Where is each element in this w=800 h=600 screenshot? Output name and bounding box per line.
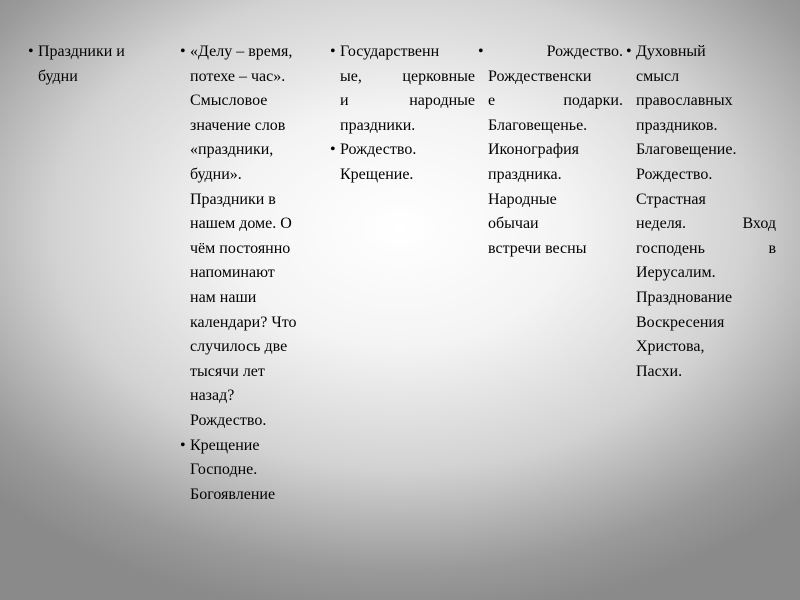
text-line: Рождество. — [190, 411, 267, 429]
word: народные — [409, 92, 475, 110]
text-line: Народные — [488, 190, 557, 208]
list-item — [180, 40, 330, 434]
word: церковные — [402, 67, 475, 85]
bullet: • — [330, 43, 336, 60]
word: Вход — [742, 215, 776, 233]
text-line: Богоявление — [190, 485, 276, 503]
text-line: значение слов — [190, 116, 286, 134]
text-line: Празднование — [636, 288, 733, 306]
justified-line — [340, 89, 475, 114]
list-item — [330, 40, 475, 138]
text-line: Крещение — [190, 436, 260, 454]
text-line: тысячи лет — [190, 362, 265, 380]
text-line: Страстная — [636, 190, 706, 208]
text-line: смысл — [636, 67, 680, 85]
list-item — [478, 40, 623, 261]
text-line: «Делу – время, — [190, 43, 293, 60]
word: подарки. — [563, 92, 623, 110]
list-item — [28, 40, 178, 89]
bullet: • — [180, 43, 186, 60]
word: и — [340, 92, 349, 110]
text-line: чём постоянно — [190, 239, 291, 257]
text-line: будни». — [190, 165, 242, 183]
list-item — [330, 138, 475, 187]
text-line: потехе – час». — [190, 67, 286, 85]
text-line: встречи весны — [488, 239, 587, 257]
text-line: Христова, — [636, 338, 705, 356]
text-line: Праздники в — [190, 190, 276, 208]
text-line: Пасхи. — [636, 362, 683, 380]
text-line: нам наши — [190, 288, 257, 306]
column-1 — [28, 40, 178, 89]
word: господень — [636, 239, 705, 257]
column-4 — [478, 40, 623, 261]
justified-line — [488, 89, 623, 114]
word: неделя. — [636, 215, 687, 233]
list-item — [626, 40, 776, 384]
text-line: православных — [636, 92, 733, 110]
text-line: напоминают — [190, 264, 275, 282]
text-line: случилось две — [190, 338, 288, 356]
column-2 — [180, 40, 330, 507]
word: в — [768, 239, 776, 257]
text-line: будни — [38, 67, 78, 85]
text-line: обычаи — [488, 215, 539, 233]
bullet: • — [626, 43, 632, 60]
text-line: Смысловое — [190, 92, 268, 110]
text-line: Рождество. — [546, 43, 623, 60]
text-line: Иконография — [488, 141, 580, 159]
text-line: Крещение. — [340, 165, 414, 183]
text-line: Благовещенье. — [488, 116, 588, 134]
text-line: Рождество. — [340, 141, 417, 159]
bullet: • — [28, 43, 34, 60]
text-line: Благовещение. — [636, 141, 737, 159]
justified-line — [340, 65, 475, 90]
text-line: Иерусалим. — [636, 264, 716, 282]
text-line: календари? Что — [190, 313, 297, 331]
justified-line — [636, 237, 776, 262]
text-line: Рождество. — [636, 165, 713, 183]
word: ые, — [340, 67, 362, 85]
text-line: «праздники, — [190, 141, 274, 159]
text-line: Праздники и — [38, 43, 125, 60]
text-line: нашем доме. О — [190, 215, 292, 233]
word: е — [488, 92, 496, 110]
text-line: Господне. — [190, 461, 258, 479]
list-item — [180, 434, 330, 508]
bullet: • — [330, 141, 336, 159]
column-5 — [626, 40, 776, 384]
text-line: праздники. — [340, 116, 416, 134]
text-line: Государственн — [340, 43, 440, 60]
bullet: • — [478, 43, 484, 60]
justified-line — [636, 212, 776, 237]
text-line: праздника. — [488, 165, 562, 183]
text-line: Рождественски — [488, 67, 592, 85]
text-line: назад? — [190, 387, 235, 405]
text-line: Духовный — [636, 43, 706, 60]
bullet: • — [180, 436, 186, 454]
text-line: Воскресения — [636, 313, 725, 331]
column-3 — [330, 40, 475, 188]
text-line: праздников. — [636, 116, 718, 134]
